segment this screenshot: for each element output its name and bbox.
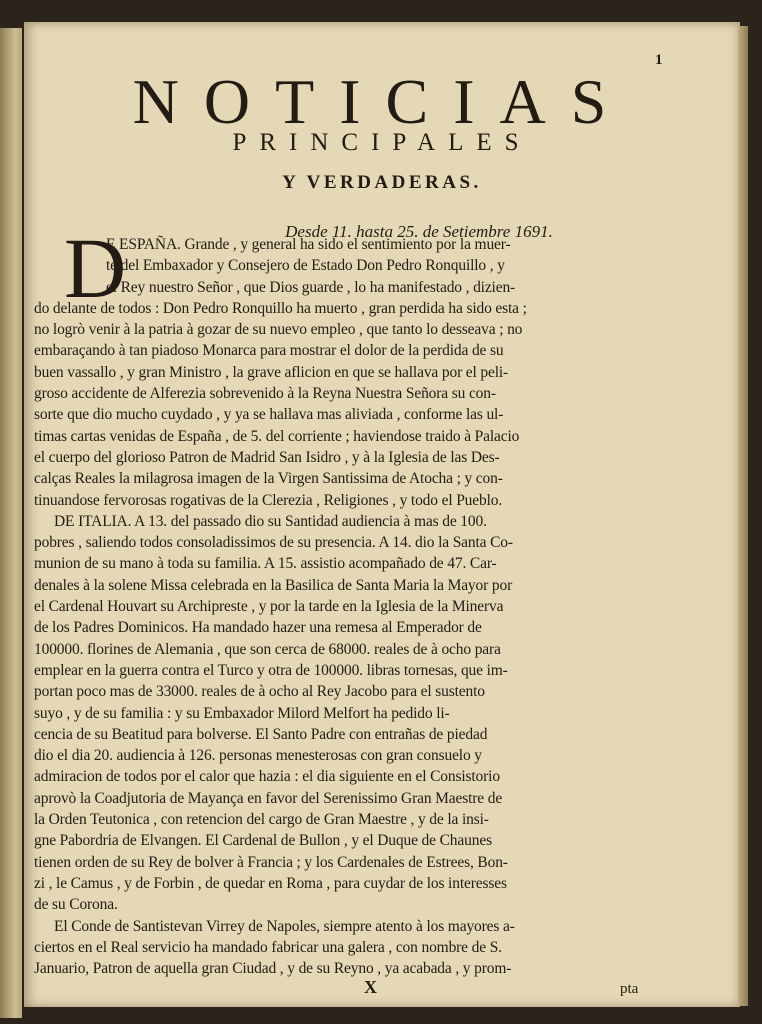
masthead-title: NOTICIAS [132,66,632,137]
text-line: munion de su mano à toda su familia. A 15. assistio acompañado de 47. Car- [34,555,497,573]
text-line: emplear en la guerra contra el Turco y otra de 100000. libras tornesas, que im- [34,661,508,679]
text-line: de su Corona. [34,896,118,914]
text-line: el Cardenal Houvart su Archipreste , y por la tarde en la Iglesia de la Minerva [34,598,504,616]
signature-mark: X [364,977,379,997]
text-line: cencia de su Beatitud para bolverse. El Santo Padre con entrañas de piedad [34,725,488,743]
text-line: te del Embaxador y Consejero de Estado Don Pedro Ronquillo , y [106,257,505,275]
article-body [34,234,744,979]
text-line: tienen orden de su Rey de bolver à Francia ; y los Cardenales de Estrees, Bon- [34,853,508,871]
text-line: 100000. florines de Alemania , que son cerca de 68000. reales de à ocho para [34,640,501,658]
text-line: ciertos en el Real servicio ha mandado fabricar una galera , con nombre de S. [34,938,502,956]
text-line: suyo , y de su familia : y su Embaxador Milord Melfort ha pedido li- [34,704,450,722]
text-line: de los Padres Dominicos. Ha mandado hazer una remesa al Emperador de [34,619,482,637]
text-line: embaraçando à tan piadoso Monarca para mostrar el dolor de la perdida de su [34,342,504,360]
catchword: pta [620,981,639,997]
text-line: pobres , saliendo todos consoladissimos de su presencia. A 14. dio la Santa Co- [34,534,513,552]
text-line: dio el dia 20. audiencia à 126. personas menesterosas con gran consuelo y [34,747,482,765]
masthead-subtitle-2: Y VERDADERAS. [282,172,482,193]
text-line: timas cartas venidas de España , de 5. del corriente ; haviendose traido à Palacio [34,427,520,445]
drop-cap: D [63,220,127,316]
text-line: calças Reales la milagrosa imagen de la Virgen Santissima de Atocha ; y con- [34,470,503,488]
newspaper-page [24,22,740,1007]
text-line: el cuerpo del glorioso Patron de Madrid San Isidro , y à la Iglesia de las Des- [34,448,500,466]
dateline: Desde 11. hasta 25. de Setiembre 1691. [285,222,553,241]
text-line: do delante de todos : Don Pedro Ronquillo ha muerto , gran perdida ha sido esta ; [34,299,527,317]
text-line: buen vassallo , y gran Ministro , la grave aflicion en que se hallava por el peli- [34,363,509,381]
text-line: admiracion de todos por el calor que hazia : el dia siguiente en el Consistorio [34,768,500,786]
text-line: portan poco mas de 33000. reales de à ocho al Rey Jacobo para el sustento [34,683,485,701]
text-line: el Rey nuestro Señor , que Dios guarde , lo ha manifestado , dizien- [106,278,516,296]
text-line: El Conde de Santistevan Virrey de Napoles, siempre atento à los mayores a- [54,917,515,935]
text-line: no logrò venir à la patria à gozar de su nuevo empleo , que tanto lo desseava ; no [34,321,523,339]
text-line: sorte que dio mucho cuydado , y ya se hallava mas aliviada , conforme las ul- [34,406,504,424]
page-number: 1 [655,52,663,68]
text-line: la Orden Teutonica , con retencion del cargo de Gran Maestre , y de la insi- [34,811,489,829]
text-line: E ESPAÑA. Grande , y general ha sido el sentimiento por la muer- [106,236,511,253]
text-line: gne Pabordria de Elvangen. El Cardenal de Bullon , y el Duque de Chaunes [34,832,492,850]
text-line: aprovò la Coadjutoria de Mayança en favor del Serenissimo Gran Maestre de [34,789,503,807]
text-line: tinuandose fervorosas rogativas de la Clerezia , Religiones , y todo el Pueblo. [34,491,503,509]
text-line: groso accidente de Alferezia sobrevenido à la Reyna Nuestra Señora su con- [34,385,496,403]
facing-page-edge [0,28,22,1018]
text-line: DE ITALIA. A 13. del passado dio su Santidad audiencia à mas de 100. [54,512,487,530]
text-line: Januario, Patron de aquella gran Ciudad , y de su Reyno , ya acabada , y prom- [34,960,512,978]
text-line: denales à la solene Missa celebrada en la Basilica de Santa Maria la Mayor por [34,576,513,594]
page-edge [738,26,748,1006]
masthead-subtitle: PRINCIPALES [232,129,532,156]
text-line: zi , le Camus , y de Forbin , de quedar en Roma , para cuydar de los interesses [34,874,507,892]
